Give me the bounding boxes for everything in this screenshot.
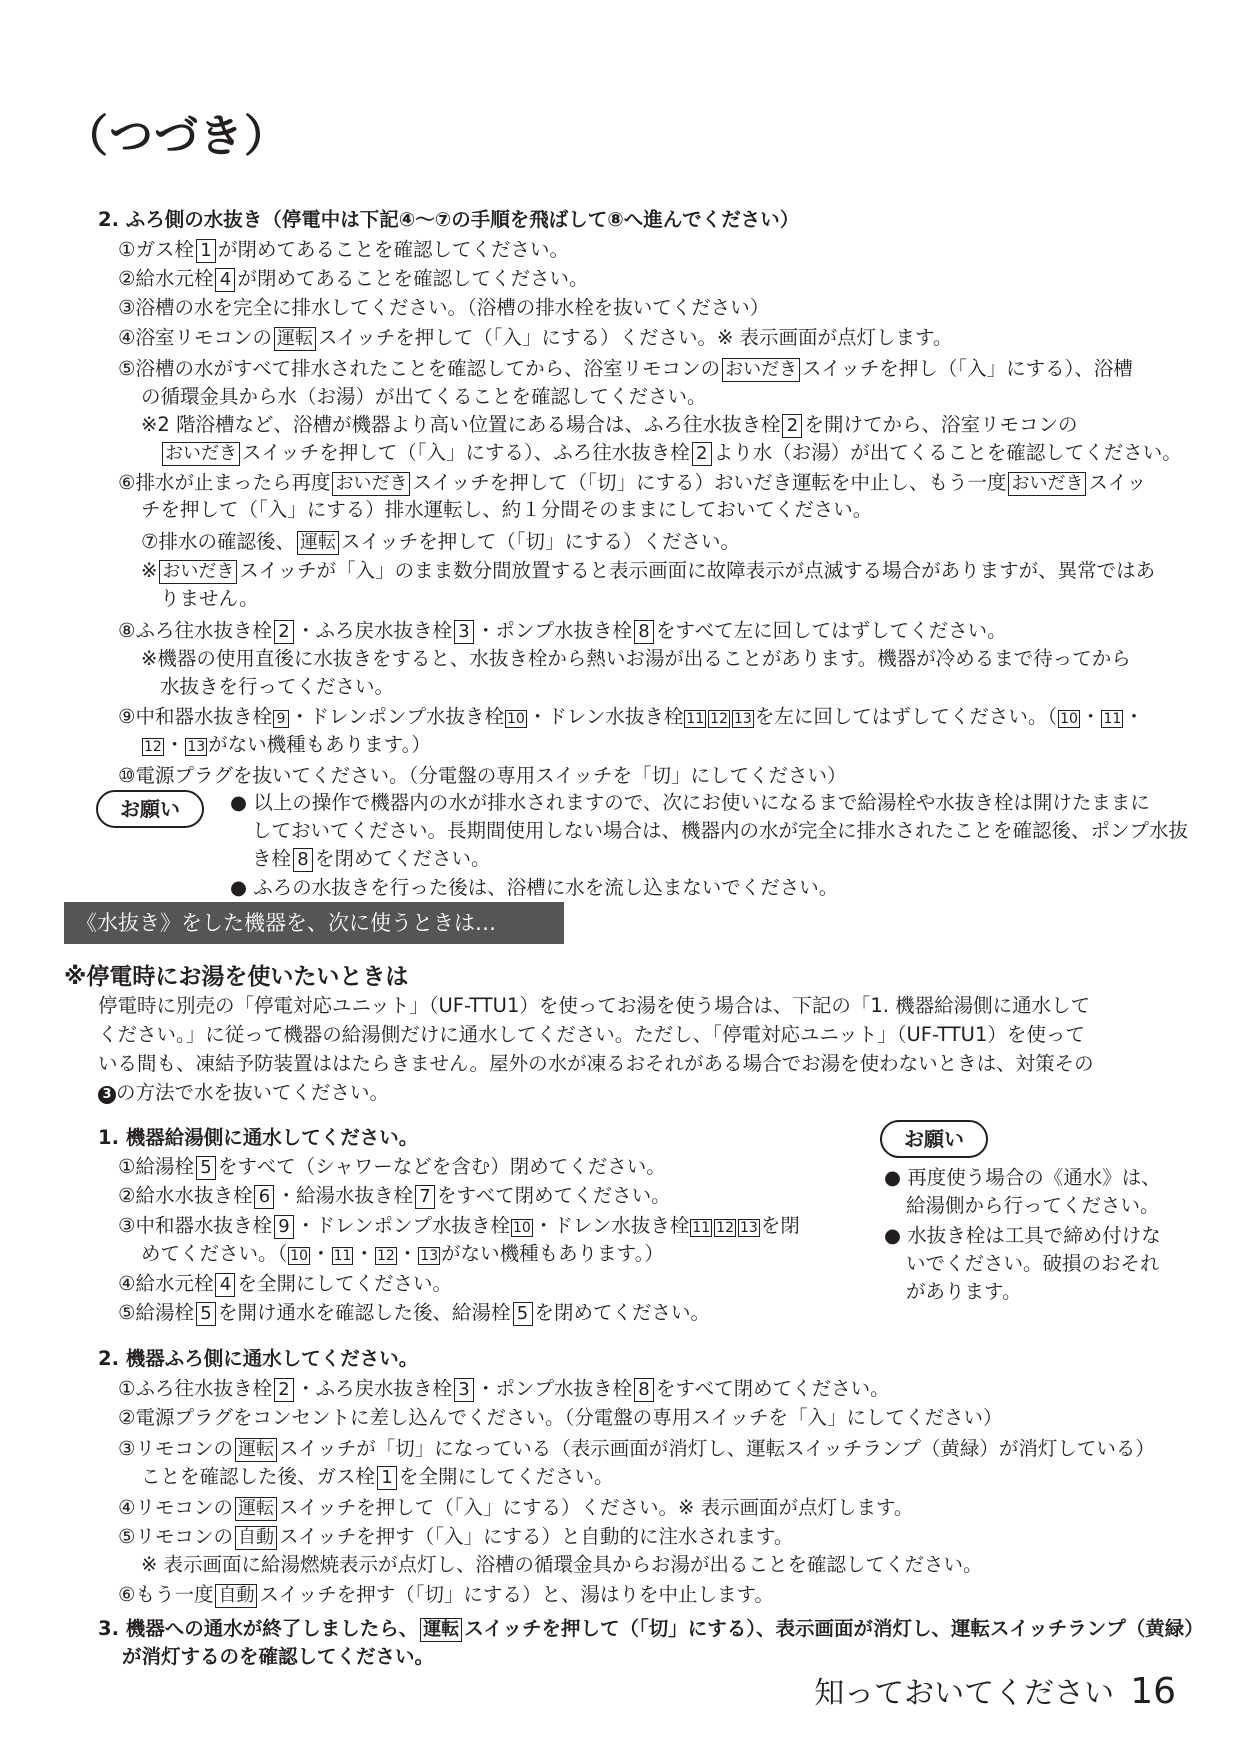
step-line: の循環金具から水（お湯）が出てくることを確認してください。 xyxy=(141,385,707,408)
step-line: ⑨中和器水抜き栓 9 ・ドレンポンプ水抜き栓 10 ・ドレン水抜き栓 11 12 13 を左に回してはずしてください。（ 10 ・ 11 ・ xyxy=(118,705,1144,728)
section-heading: が消灯するのを確認してください。 xyxy=(122,1645,435,1668)
step-line: チを押して（「入」にする）排水運転し、約１分間そのままにしておいてください。 xyxy=(141,498,873,521)
step-line: ④給水元栓 4 を全開にしてください。 xyxy=(118,1272,452,1295)
section-banner: 《水抜き》をした機器を、次に使うときは… xyxy=(64,902,564,944)
step-line: ②電源プラグをコンセントに差し込んでください。（分電盤の専用スイッチを「入」にしてください） xyxy=(118,1406,1003,1429)
caution-line: き栓 8 を閉めてください。 xyxy=(252,847,491,870)
page-title: （つづき） xyxy=(64,111,289,162)
step-line: ②給水水抜き栓 6 ・給湯水抜き栓 7 をすべて閉めてください。 xyxy=(118,1184,671,1207)
caution-line: しておいてください。長期間使用しない場合は、機器内の水が完全に排水されたことを確認後、ポンプ水抜 xyxy=(252,819,1189,842)
caution-line: ● 再度使う場合の《通水》は、 xyxy=(884,1166,1161,1189)
step-line: ③中和器水抜き栓 9 ・ドレンポンプ水抜き栓 10 ・ドレン水抜き栓 11 12 13 を閉 xyxy=(118,1214,800,1237)
step-line: ③浴槽の水を完全に排水してください。（浴槽の排水栓を抜いてください） xyxy=(118,296,770,319)
step-line: ⑩電源プラグを抜いてください。（分電盤の専用スイッチを「切」にしてください） xyxy=(118,764,847,787)
section-heading: 3. 機器への通水が終了しましたら、 運転 スイッチを押して（「切」にする）、表示画面が消灯し、運転スイッチランプ（黄緑） xyxy=(98,1617,1204,1640)
caution-line: 給湯側から行ってください。 xyxy=(906,1194,1160,1217)
page-number: 16 xyxy=(1130,1671,1176,1712)
step-line: ④リモコンの 運転 スイッチを押して（「入」にする）ください。※ 表示画面が点灯します。 xyxy=(118,1496,914,1519)
step-line: 12 ・ 13 がない機種もあります。） xyxy=(144,733,431,756)
step-line: めてください。（ 10 ・ 11 ・ 12 ・ 13 がない機種もあります。） xyxy=(141,1242,664,1265)
step-line: ⑤給湯栓 5 を開け通水を確認した後、給湯栓 5 を閉めてください。 xyxy=(118,1301,711,1324)
caution-line: があります。 xyxy=(906,1280,1022,1303)
section-heading: 2. 機器ふろ側に通水してください。 xyxy=(98,1347,419,1370)
caution-line: ● 水抜き栓は工具で締め付けな xyxy=(884,1224,1161,1247)
caution-line: ● 以上の操作で機器内の水が排水されますので、次にお使いになるまで給湯栓や水抜き栓は開けたままに xyxy=(230,791,1150,814)
paragraph: 停電時に別売の「停電対応ユニット」（UF-TTU1）を使ってお湯を使う場合は、下記の「1. 機器給湯側に通水して ください。」に従って機器の給湯側だけに通水してください。ただし、「停電対応ユニット」（UF-TTU1）を使って いる間も、凍結予防装置ははたらきません。屋外の水が凍るおそれがある場合でお湯を使わないときは、対策その 3 の方法で水を抜いてください。 xyxy=(98,994,1094,1104)
section-heading: 1. 機器給湯側に通水してください。 xyxy=(98,1126,419,1149)
onegai-badge: お願い xyxy=(96,790,204,828)
step-line: ⑤浴槽の水がすべて排水されたことを確認してから、浴室リモコンの おいだき スイッチを押し（「入」にする）、浴槽 xyxy=(118,357,1133,380)
note-line: 水抜きを行ってください。 xyxy=(160,675,395,698)
step-line: ⑥もう一度 自動 スイッチを押す（「切」にする）と、湯はりを中止します。 xyxy=(118,1583,774,1606)
caution-line: いでください。破損のおそれ xyxy=(906,1252,1160,1275)
step-line: ①給湯栓 5 をすべて（シャワーなどを含む）閉めてください。 xyxy=(118,1155,666,1178)
note-line: ※ おいだき スイッチが「入」のまま数分間放置すると表示画面に故障表示が点滅する場合がありますが、異常ではあ xyxy=(141,559,1156,582)
note-line: りません。 xyxy=(160,587,259,610)
step-line: ③リモコンの 運転 スイッチが「切」になっている（表示画面が消灯し、運転スイッチランプ（黄緑）が消灯している） xyxy=(118,1437,1155,1460)
step-line: ことを確認した後、ガス栓 1 を全開にしてください。 xyxy=(141,1465,614,1488)
step-line: ④浴室リモコンの 運転 スイッチを押して（「入」にする）ください。※ 表示画面が点灯します。 xyxy=(118,326,953,349)
note-line: ※ 表示画面に給湯燃焼表示が点灯し、浴槽の循環金具からお湯が出ることを確認してください。 xyxy=(141,1553,983,1576)
page-footer xyxy=(814,1668,1176,1712)
number-circle-icon: 3 xyxy=(98,1086,116,1104)
footer-section-title: 知っておいてください xyxy=(814,1676,1115,1711)
note-line: おいだき スイッチを押して（「入」にする）、ふろ往水抜き栓 2 より水（お湯）が出てくることを確認してください。 xyxy=(160,439,1182,467)
step-line: ⑦排水の確認後、 運転 スイッチを押して（「切」にする）ください。 xyxy=(141,530,740,553)
onegai-badge: お願い xyxy=(880,1120,988,1158)
subsection-heading: ※停電時にお湯を使いたいときは xyxy=(64,964,409,990)
note-line: ※2 階浴槽など、浴槽が機器より高い位置にある場合は、ふろ往水抜き栓 2 を開けてから、浴室リモコンの xyxy=(141,413,1078,436)
step-line: ①ガス栓 1 が閉めてあることを確認してください。 xyxy=(118,238,569,261)
step-line: ⑥排水が止まったら再度 おいだき スイッチを押して（「切」にする）おいだき運転を中止し、もう一度 おいだき スイッ xyxy=(118,471,1147,494)
step-line: ②給水元栓 4 が閉めてあることを確認してください。 xyxy=(118,267,589,290)
step-line: ⑧ふろ往水抜き栓 2 ・ふろ戻水抜き栓 3 ・ポンプ水抜き栓 8 をすべて左に回してはずしてください。 xyxy=(118,619,1007,642)
note-line: ※機器の使用直後に水抜きをすると、水抜き栓から熱いお湯が出ることがあります。機器が冷めるまで待ってから xyxy=(141,647,1131,670)
step-line: ①ふろ往水抜き栓 2 ・ふろ戻水抜き栓 3 ・ポンプ水抜き栓 8 をすべて閉めてください。 xyxy=(118,1377,890,1400)
step-line: ⑤リモコンの 自動 スイッチを押す（「入」にする）と自動的に注水されます。 xyxy=(118,1525,794,1548)
section-heading: 2. ふろ側の水抜き（停電中は下記④～⑦の手順を飛ばして⑧へ進んでください） xyxy=(98,208,800,231)
caution-line: ● ふろの水抜きを行った後は、浴槽に水を流し込まないでください。 xyxy=(230,876,839,899)
